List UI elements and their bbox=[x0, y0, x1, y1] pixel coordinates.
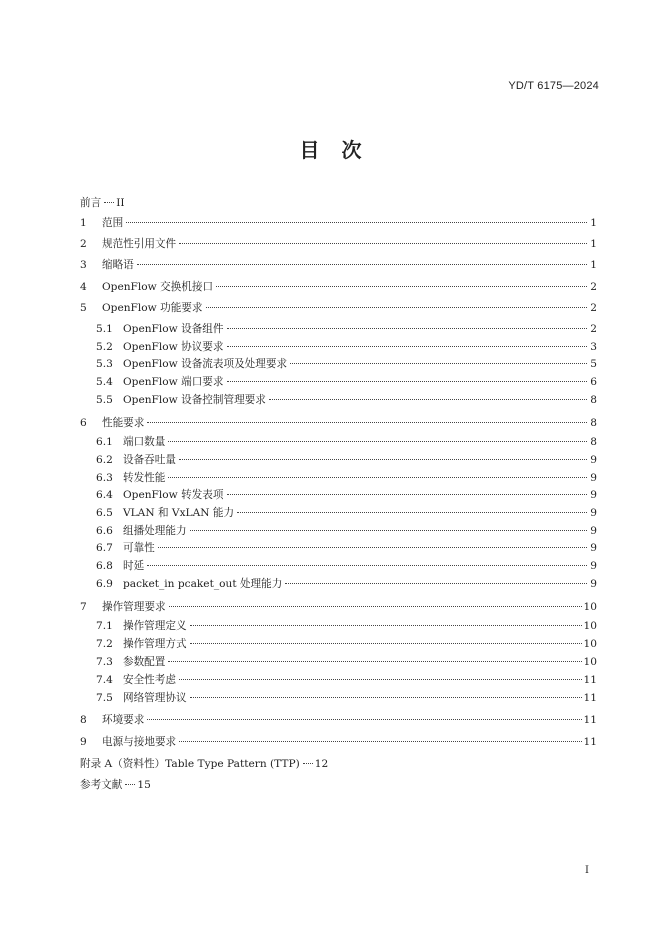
toc-entry-label: packet_in pcaket_out 处理能力 bbox=[123, 578, 283, 590]
toc-entry-page: 1 bbox=[590, 217, 597, 229]
toc-entry-page: 8 bbox=[590, 436, 597, 448]
dot-leader bbox=[216, 286, 587, 287]
dot-leader bbox=[104, 202, 114, 203]
toc-entry-page: 2 bbox=[590, 302, 597, 314]
toc-entry[interactable] bbox=[96, 322, 597, 336]
toc-entry[interactable] bbox=[96, 637, 597, 651]
toc-entry-number: 6.7 bbox=[96, 542, 113, 554]
toc-entry-label: 网络管理协议 bbox=[123, 692, 187, 704]
toc-entry-label: 操作管理要求 bbox=[102, 601, 166, 613]
toc-entry-page: 15 bbox=[137, 779, 151, 791]
toc-entry-number: 7.3 bbox=[96, 656, 113, 668]
toc-entry-label: 操作管理方式 bbox=[123, 638, 187, 650]
dot-leader bbox=[190, 697, 582, 698]
dot-leader bbox=[269, 399, 587, 400]
toc-entry-label: 转发性能 bbox=[123, 472, 166, 484]
toc-entry-number: 5.2 bbox=[96, 341, 113, 353]
toc-entry[interactable] bbox=[96, 393, 597, 407]
toc-entry-number: 6.2 bbox=[96, 454, 113, 466]
toc-entry-page: 9 bbox=[590, 489, 597, 501]
toc-entry-page: 3 bbox=[590, 341, 597, 353]
toc-entry-label: 参数配置 bbox=[123, 656, 166, 668]
toc-entry-page: 11 bbox=[583, 674, 597, 686]
toc-entry-label: 缩略语 bbox=[102, 259, 134, 271]
toc-entry-label: 组播处理能力 bbox=[123, 525, 187, 537]
toc-entry-page: 12 bbox=[314, 758, 329, 770]
toc-entry-number: 1 bbox=[80, 217, 87, 229]
toc-entry[interactable] bbox=[96, 471, 597, 485]
dot-leader bbox=[290, 363, 587, 364]
dot-leader bbox=[168, 441, 587, 442]
toc-entry[interactable] bbox=[96, 340, 597, 354]
toc-entry[interactable] bbox=[96, 619, 597, 633]
toc-entry-page: 11 bbox=[583, 714, 597, 726]
toc-entry-page: 10 bbox=[583, 620, 597, 632]
toc-entry-label: 端口数量 bbox=[123, 436, 166, 448]
dot-leader bbox=[168, 661, 581, 662]
toc-entry-page: 8 bbox=[590, 394, 597, 406]
toc-entry-page: 11 bbox=[583, 692, 597, 704]
toc-entry-number: 6 bbox=[80, 417, 87, 429]
toc-entry-label: OpenFlow 转发表项 bbox=[123, 489, 224, 501]
toc-entry-number: 5.4 bbox=[96, 376, 113, 388]
toc-entry[interactable] bbox=[80, 778, 151, 792]
standard-number: YD/T 6175—2024 bbox=[508, 80, 599, 92]
dot-leader bbox=[168, 477, 587, 478]
toc-entry[interactable] bbox=[80, 301, 597, 315]
toc-entry-number: 8 bbox=[80, 714, 87, 726]
toc-entry-page: 11 bbox=[583, 736, 597, 748]
toc-entry-number: 5.1 bbox=[96, 323, 113, 335]
toc-entry-number: 6.8 bbox=[96, 560, 113, 572]
toc-entry[interactable] bbox=[96, 488, 597, 502]
toc-entry-label: 规范性引用文件 bbox=[102, 238, 177, 250]
toc-entry[interactable] bbox=[96, 673, 597, 687]
toc-entry[interactable] bbox=[96, 691, 597, 705]
toc-entry-label: OpenFlow 设备控制管理要求 bbox=[123, 394, 266, 406]
toc-entry-page: 9 bbox=[590, 507, 597, 519]
toc-entry-page: 10 bbox=[583, 656, 597, 668]
toc-entry-label: OpenFlow 端口要求 bbox=[123, 376, 224, 388]
toc-entry-number: 7.2 bbox=[96, 638, 113, 650]
toc-entry-label: OpenFlow 协议要求 bbox=[123, 341, 224, 353]
toc-entry-number: 2 bbox=[80, 238, 87, 250]
toc-entry[interactable] bbox=[96, 524, 597, 538]
dot-leader bbox=[126, 222, 587, 223]
toc-entry[interactable] bbox=[80, 258, 597, 272]
toc-entry-page: 5 bbox=[590, 358, 597, 370]
toc-entry[interactable] bbox=[80, 237, 597, 251]
dot-leader bbox=[285, 583, 587, 584]
toc-entry-number: 9 bbox=[80, 736, 87, 748]
toc-entry-label: OpenFlow 功能要求 bbox=[102, 302, 203, 314]
toc-entry-label: 设备吞吐量 bbox=[123, 454, 176, 466]
toc-entry-page: 9 bbox=[590, 472, 597, 484]
toc-entry[interactable] bbox=[80, 713, 597, 727]
dot-leader bbox=[137, 264, 587, 265]
toc-entry-number: 3 bbox=[80, 259, 87, 271]
dot-leader bbox=[125, 784, 135, 785]
toc-entry-label: 电源与接地要求 bbox=[102, 736, 177, 748]
toc-entry-number: 6.1 bbox=[96, 436, 113, 448]
toc-entry-page: II bbox=[116, 197, 125, 209]
dot-leader bbox=[206, 307, 588, 308]
toc-entry-number: 6.3 bbox=[96, 472, 113, 484]
dot-leader bbox=[169, 606, 582, 607]
toc-entry-label: OpenFlow 设备流表项及处理要求 bbox=[123, 358, 288, 370]
toc-entry-page: 10 bbox=[583, 601, 597, 613]
page-title: 目 次 bbox=[299, 138, 363, 162]
toc-entry-number: 7.5 bbox=[96, 692, 113, 704]
dot-leader bbox=[227, 494, 588, 495]
toc-entry-number: 5.3 bbox=[96, 358, 113, 370]
toc-entry-number: 6.6 bbox=[96, 525, 113, 537]
toc-entry-label: 安全性考虑 bbox=[123, 674, 176, 686]
toc-entry[interactable] bbox=[80, 735, 597, 749]
dot-leader bbox=[303, 763, 313, 764]
toc-entry-label: 参考文献 bbox=[80, 779, 123, 791]
toc-entry-number: 6.9 bbox=[96, 578, 113, 590]
toc-entry-number: 4 bbox=[80, 281, 87, 293]
toc-entry-page: 2 bbox=[590, 281, 597, 293]
dot-leader bbox=[227, 328, 588, 329]
toc-entry[interactable] bbox=[80, 600, 597, 614]
dot-leader bbox=[190, 625, 582, 626]
toc-entry[interactable] bbox=[96, 577, 597, 591]
toc-entry[interactable] bbox=[80, 416, 597, 430]
dot-leader bbox=[147, 422, 587, 423]
toc-entry-label: 前言 bbox=[80, 197, 102, 209]
toc-entry[interactable] bbox=[96, 453, 597, 467]
toc-entry-label: 性能要求 bbox=[102, 417, 145, 429]
toc-entry-page: 9 bbox=[590, 560, 597, 572]
toc-entry[interactable] bbox=[80, 757, 328, 771]
toc-entry-number: 7.1 bbox=[96, 620, 113, 632]
toc-entry-page: 6 bbox=[590, 376, 597, 388]
toc-entry-number: 6.4 bbox=[96, 489, 113, 501]
toc-entry-page: 1 bbox=[590, 259, 597, 271]
dot-leader bbox=[227, 346, 588, 347]
toc-entry[interactable] bbox=[96, 357, 597, 371]
toc-entry-page: 2 bbox=[590, 323, 597, 335]
dot-leader bbox=[179, 459, 587, 460]
toc-entry-page: 9 bbox=[590, 454, 597, 466]
toc-entry[interactable] bbox=[96, 655, 597, 669]
toc-entry-number: 5.5 bbox=[96, 394, 113, 406]
dot-leader bbox=[158, 547, 587, 548]
toc-entry-number: 7.4 bbox=[96, 674, 113, 686]
toc-entry-label: 范围 bbox=[102, 217, 124, 229]
toc-entry-label: 可靠性 bbox=[123, 542, 155, 554]
toc-entry[interactable] bbox=[96, 559, 597, 573]
dot-leader bbox=[147, 719, 581, 720]
dot-leader bbox=[227, 381, 588, 382]
toc-entry-label: 环境要求 bbox=[102, 714, 145, 726]
toc-entry[interactable] bbox=[80, 216, 597, 230]
toc-entry[interactable] bbox=[96, 375, 597, 389]
toc-entry-label: OpenFlow 设备组件 bbox=[123, 323, 224, 335]
toc-entry-page: 8 bbox=[590, 417, 597, 429]
dot-leader bbox=[179, 679, 582, 680]
toc-entry-label: 时延 bbox=[123, 560, 145, 572]
dot-leader bbox=[179, 243, 587, 244]
dot-leader bbox=[237, 512, 587, 513]
toc-entry-label: 操作管理定义 bbox=[123, 620, 187, 632]
toc-entry-label: 附录 A（资料性）Table Type Pattern (TTP) bbox=[80, 758, 300, 770]
toc-entry[interactable] bbox=[80, 280, 597, 294]
toc-entry-label: OpenFlow 交换机接口 bbox=[102, 281, 214, 293]
toc-entry-page: 9 bbox=[590, 542, 597, 554]
dot-leader bbox=[147, 565, 587, 566]
toc-entry[interactable] bbox=[96, 435, 597, 449]
dot-leader bbox=[190, 643, 582, 644]
toc-entry-page: 9 bbox=[590, 578, 597, 590]
dot-leader bbox=[179, 741, 581, 742]
toc-entry[interactable] bbox=[96, 541, 597, 555]
page-number: I bbox=[585, 865, 589, 876]
toc-entry-number: 5 bbox=[80, 302, 87, 314]
toc-entry-page: 10 bbox=[583, 638, 597, 650]
toc-entry-page: 9 bbox=[590, 525, 597, 537]
toc-entry-label: VLAN 和 VxLAN 能力 bbox=[123, 507, 235, 519]
toc-entry[interactable] bbox=[96, 506, 597, 520]
toc-entry-number: 6.5 bbox=[96, 507, 113, 519]
dot-leader bbox=[190, 530, 587, 531]
toc-entry-page: 1 bbox=[590, 238, 597, 250]
toc-entry-number: 7 bbox=[80, 601, 87, 613]
toc-entry[interactable] bbox=[80, 196, 125, 210]
